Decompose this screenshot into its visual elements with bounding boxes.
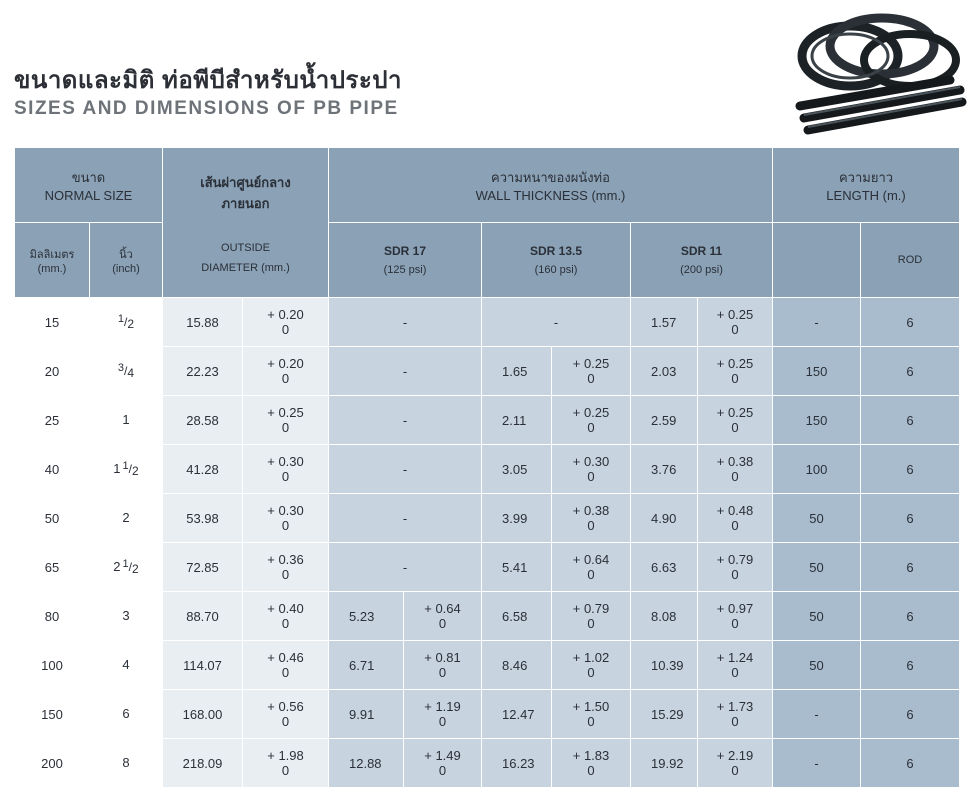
tol-plus: + 0.48 (716, 503, 754, 518)
header-sdr11-label: SDR 11 (680, 244, 723, 258)
inch-fraction (122, 510, 129, 525)
inch-numerator: 3 (117, 361, 125, 374)
header-sdr11 (631, 223, 773, 298)
sdr11-tolerance (717, 699, 754, 729)
inch-whole: 1 (122, 411, 130, 427)
od-tolerance (267, 405, 304, 435)
inch-whole: 2 (113, 558, 121, 574)
cell-length-coil: - (773, 690, 861, 739)
inch-fraction (122, 657, 129, 672)
sdr135-tolerance (573, 503, 610, 533)
header-od-th-1: เส้นผ่าศูนย์กลาง (200, 174, 291, 190)
tol-plus: + 0.30 (267, 454, 304, 469)
cell-sdr135-value: 3.99 (482, 494, 552, 543)
cell-sdr11-value: 19.92 (631, 739, 698, 788)
header-sdr135-label: SDR 13.5 (529, 244, 583, 258)
sdr17-tolerance (424, 650, 461, 680)
sdr11-tolerance (717, 748, 754, 778)
tol-zero: 0 (281, 665, 290, 680)
cell-sdr135-tolerance (552, 445, 631, 494)
inch-whole: 2 (122, 509, 130, 525)
sdr135-tolerance (573, 552, 610, 582)
cell-length-rod: 6 (861, 690, 960, 739)
table-row (15, 690, 960, 739)
pb-pipe-photo (790, 8, 970, 138)
tol-plus: + 0.25 (572, 356, 610, 371)
tol-zero: 0 (281, 567, 290, 582)
cell-sdr135-tolerance (552, 739, 631, 788)
inch-whole: 3 (122, 607, 130, 623)
header-inch-unit: (inch) (112, 263, 140, 275)
inch-denominator: 2 (127, 317, 135, 332)
cell-sdr135-value: 8.46 (482, 641, 552, 690)
tol-zero: 0 (731, 518, 739, 533)
tol-plus: + 1.02 (572, 650, 610, 665)
header-mm-unit: (mm.) (37, 263, 67, 275)
cell-sdr17-value: - (329, 298, 482, 347)
cell-length-rod: 6 (861, 347, 960, 396)
header-coil (773, 223, 861, 298)
cell-od-value: 28.58 (163, 396, 243, 445)
tol-plus: + 0.30 (572, 454, 610, 469)
cell-length-coil: 50 (773, 543, 861, 592)
tol-plus: + 0.64 (424, 601, 461, 616)
tol-zero: 0 (731, 714, 739, 729)
cell-sdr11-tolerance (698, 396, 773, 445)
cell-sdr11-tolerance (698, 690, 773, 739)
cell-sdr17-tolerance (404, 739, 482, 788)
header-od-en-1: OUTSIDE (221, 241, 270, 254)
inch-whole: 6 (122, 705, 130, 721)
cell-size-inch (90, 543, 163, 592)
header-mm-th: มิลลิเมตร (29, 249, 75, 261)
tol-plus: + 0.97 (716, 601, 754, 616)
tol-plus: + 0.25 (716, 405, 754, 420)
cell-length-coil: 50 (773, 592, 861, 641)
tol-plus: + 0.36 (267, 552, 304, 567)
cell-od-value: 15.88 (163, 298, 243, 347)
cell-sdr135-tolerance (552, 592, 631, 641)
cell-size-mm: 15 (15, 298, 90, 347)
tol-zero: 0 (281, 714, 290, 729)
tol-plus: + 0.40 (267, 601, 304, 616)
tol-plus: + 1.73 (716, 699, 754, 714)
cell-length-rod: 6 (861, 298, 960, 347)
cell-sdr11-tolerance (698, 494, 773, 543)
cell-sdr17-value: 9.91 (329, 690, 404, 739)
cell-size-mm: 65 (15, 543, 90, 592)
cell-size-inch (90, 298, 163, 347)
tol-zero: 0 (587, 616, 595, 631)
tol-zero: 0 (281, 518, 290, 533)
sdr135-tolerance (573, 601, 610, 631)
inch-denominator: 2 (132, 562, 139, 577)
cell-sdr17-value: - (329, 347, 482, 396)
cell-length-rod: 6 (861, 494, 960, 543)
tol-plus: + 0.81 (424, 650, 461, 665)
sdr135-tolerance (573, 356, 610, 386)
cell-sdr17-tolerance (404, 690, 482, 739)
tol-plus: + 0.25 (572, 405, 610, 420)
tol-zero: 0 (731, 567, 739, 582)
header-mm (15, 223, 90, 298)
cell-od-tolerance (243, 298, 329, 347)
tol-zero: 0 (438, 763, 447, 778)
cell-od-value: 22.23 (163, 347, 243, 396)
cell-sdr135-tolerance (552, 690, 631, 739)
tol-zero: 0 (731, 665, 739, 680)
tol-zero: 0 (438, 616, 447, 631)
header-wall-thickness (329, 148, 773, 223)
tol-plus: + 1.98 (267, 748, 304, 763)
cell-od-tolerance (243, 445, 329, 494)
sdr17-tolerance (424, 748, 461, 778)
cell-sdr17-value: - (329, 445, 482, 494)
cell-od-tolerance (243, 739, 329, 788)
od-tolerance (267, 748, 304, 778)
cell-length-coil: 150 (773, 347, 861, 396)
cell-sdr135-tolerance (552, 494, 631, 543)
page-title-thai: ขนาดและมิติ ท่อพีบีสำหรับน้ำประปา (14, 67, 402, 94)
cell-sdr135-tolerance (552, 641, 631, 690)
cell-sdr11-tolerance (698, 347, 773, 396)
tol-plus: + 1.50 (572, 699, 610, 714)
cell-sdr17-value: 5.23 (329, 592, 404, 641)
cell-od-value: 168.00 (163, 690, 243, 739)
tol-plus: + 0.64 (572, 552, 610, 567)
tol-zero: 0 (281, 616, 290, 631)
inch-fraction (122, 412, 129, 427)
cell-sdr11-tolerance (698, 543, 773, 592)
tol-plus: + 0.79 (572, 601, 610, 616)
header-size-en: NORMAL SIZE (44, 188, 133, 203)
table-row (15, 641, 960, 690)
cell-length-rod: 6 (861, 445, 960, 494)
tol-plus: + 0.38 (572, 503, 610, 518)
table-row (15, 445, 960, 494)
inch-whole: 8 (122, 754, 130, 770)
header-length (773, 148, 960, 223)
inch-fraction: $^1/_2$ (117, 312, 135, 332)
table-row (15, 298, 960, 347)
header-wall-th: ความหนาของผนังท่อ (491, 170, 610, 185)
cell-length-coil: 50 (773, 641, 861, 690)
tol-plus: + 1.49 (424, 748, 461, 763)
page-title-english: SIZES AND DIMENSIONS OF PB PIPE (14, 98, 399, 119)
cell-length-rod: 6 (861, 592, 960, 641)
sdr11-tolerance (717, 552, 754, 582)
sdr11-tolerance (717, 601, 754, 631)
sdr135-tolerance (573, 650, 610, 680)
sdr135-tolerance (573, 748, 610, 778)
sdr17-tolerance (424, 699, 461, 729)
inch-denominator: 2 (132, 464, 139, 479)
cell-sdr135-tolerance (552, 543, 631, 592)
header-normal-size (15, 148, 163, 223)
cell-sdr11-value: 2.03 (631, 347, 698, 396)
tol-zero: 0 (587, 714, 595, 729)
od-tolerance (267, 552, 304, 582)
tol-plus: + 1.24 (716, 650, 754, 665)
cell-sdr135-value: 1.65 (482, 347, 552, 396)
cell-od-tolerance (243, 347, 329, 396)
cell-sdr17-tolerance (404, 592, 482, 641)
inch-fraction: 1 $^1/_2$ (113, 459, 139, 479)
cell-sdr11-value: 2.59 (631, 396, 698, 445)
header-outside-diameter (163, 148, 329, 298)
tol-plus: + 0.20 (267, 307, 304, 322)
tol-zero: 0 (587, 420, 595, 435)
header-od-en-2: DIAMETER (mm.) (201, 261, 290, 274)
header-od-th-2: ภายนอก (221, 195, 270, 211)
header-len-th: ความยาว (838, 170, 894, 185)
table-row (15, 592, 960, 641)
cell-sdr135-value: 6.58 (482, 592, 552, 641)
header-sdr135-psi: (160 psi) (534, 264, 578, 276)
header-sdr17-psi: (125 psi) (383, 264, 427, 276)
inch-numerator: 1 (117, 312, 125, 325)
cell-od-tolerance (243, 641, 329, 690)
cell-length-coil: - (773, 298, 861, 347)
inch-fraction (122, 706, 129, 721)
inch-whole: 1 (113, 460, 121, 476)
header-inch-th: นิ้ว (119, 249, 133, 261)
tol-plus: + 1.19 (424, 699, 461, 714)
tol-plus: + 0.56 (267, 699, 304, 714)
header-size-th: ขนาด (71, 170, 106, 185)
tol-plus: + 0.30 (267, 503, 304, 518)
od-tolerance (267, 503, 304, 533)
cell-size-inch (90, 739, 163, 788)
cell-sdr11-value: 8.08 (631, 592, 698, 641)
cell-sdr135-value: 16.23 (482, 739, 552, 788)
tol-zero: 0 (281, 469, 290, 484)
header-rod: ROD (861, 223, 960, 298)
cell-size-mm: 50 (15, 494, 90, 543)
tol-zero: 0 (587, 567, 595, 582)
sdr11-tolerance (717, 650, 754, 680)
cell-sdr135-tolerance (552, 347, 631, 396)
cell-sdr11-tolerance (698, 592, 773, 641)
inch-numerator: 1 (122, 557, 129, 570)
sdr135-tolerance (573, 454, 610, 484)
cell-od-value: 114.07 (163, 641, 243, 690)
tol-zero: 0 (587, 469, 595, 484)
tol-plus: + 0.46 (267, 650, 304, 665)
inch-denominator: 4 (127, 366, 135, 381)
cell-size-mm: 40 (15, 445, 90, 494)
cell-sdr135-value: 5.41 (482, 543, 552, 592)
cell-size-mm: 200 (15, 739, 90, 788)
cell-sdr135-tolerance (552, 396, 631, 445)
table-row (15, 396, 960, 445)
od-tolerance (267, 356, 304, 386)
cell-sdr17-value: - (329, 543, 482, 592)
tol-zero: 0 (731, 322, 739, 337)
header-sdr17-label: SDR 17 (383, 244, 427, 258)
cell-size-mm: 150 (15, 690, 90, 739)
cell-sdr11-value: 3.76 (631, 445, 698, 494)
od-tolerance (267, 650, 304, 680)
tol-plus: + 0.38 (716, 454, 754, 469)
tol-zero: 0 (731, 616, 739, 631)
cell-size-mm: 80 (15, 592, 90, 641)
header-sdr135 (482, 223, 631, 298)
cell-length-coil: 150 (773, 396, 861, 445)
cell-size-inch (90, 396, 163, 445)
header-len-en: LENGTH (m.) (826, 188, 906, 203)
cell-size-mm: 25 (15, 396, 90, 445)
od-tolerance (267, 601, 304, 631)
cell-od-tolerance (243, 396, 329, 445)
tol-plus: + 0.25 (716, 307, 754, 322)
cell-length-coil: 100 (773, 445, 861, 494)
cell-size-inch (90, 347, 163, 396)
cell-sdr17-value: - (329, 494, 482, 543)
table-row (15, 739, 960, 788)
cell-length-coil: 50 (773, 494, 861, 543)
cell-od-tolerance (243, 494, 329, 543)
tol-plus: + 0.20 (267, 356, 304, 371)
tol-zero: 0 (281, 763, 290, 778)
cell-length-rod: 6 (861, 739, 960, 788)
table-row (15, 347, 960, 396)
cell-od-tolerance (243, 592, 329, 641)
tol-zero: 0 (281, 322, 290, 337)
cell-sdr11-value: 1.57 (631, 298, 698, 347)
tol-zero: 0 (587, 371, 595, 386)
cell-sdr17-value: - (329, 396, 482, 445)
od-tolerance (267, 699, 304, 729)
header-sdr17 (329, 223, 482, 298)
header-sdr11-psi: (200 psi) (680, 264, 723, 276)
cell-length-rod: 6 (861, 543, 960, 592)
tol-plus: + 0.25 (716, 356, 754, 371)
tol-plus: + 1.83 (572, 748, 610, 763)
cell-size-inch (90, 592, 163, 641)
cell-od-value: 218.09 (163, 739, 243, 788)
inch-fraction: $^3/_4$ (117, 361, 135, 381)
cell-sdr135-value: 12.47 (482, 690, 552, 739)
cell-sdr17-tolerance (404, 641, 482, 690)
cell-sdr11-value: 10.39 (631, 641, 698, 690)
cell-sdr135-value: 3.05 (482, 445, 552, 494)
sdr11-tolerance (717, 307, 754, 337)
od-tolerance (267, 307, 304, 337)
header-inch (90, 223, 163, 298)
cell-od-value: 41.28 (163, 445, 243, 494)
cell-sdr11-tolerance (698, 298, 773, 347)
cell-sdr17-value: 6.71 (329, 641, 404, 690)
cell-size-inch (90, 641, 163, 690)
cell-size-inch (90, 494, 163, 543)
cell-sdr17-value: 12.88 (329, 739, 404, 788)
cell-sdr11-tolerance (698, 641, 773, 690)
tol-zero: 0 (587, 763, 595, 778)
cell-od-value: 88.70 (163, 592, 243, 641)
sdr11-tolerance (717, 503, 754, 533)
inch-numerator: 1 (122, 459, 129, 472)
tol-zero: 0 (281, 371, 290, 386)
cell-od-value: 72.85 (163, 543, 243, 592)
cell-od-value: 53.98 (163, 494, 243, 543)
header-wall-en: WALL THICKNESS (mm.) (475, 188, 626, 203)
tol-zero: 0 (731, 763, 739, 778)
tol-plus: + 0.25 (267, 405, 304, 420)
cell-size-mm: 100 (15, 641, 90, 690)
cell-sdr11-value: 4.90 (631, 494, 698, 543)
cell-sdr11-tolerance (698, 739, 773, 788)
cell-od-tolerance (243, 690, 329, 739)
tol-zero: 0 (587, 665, 595, 680)
tol-zero: 0 (731, 371, 739, 386)
sdr11-tolerance (717, 356, 754, 386)
sdr135-tolerance (573, 405, 610, 435)
cell-length-coil: - (773, 739, 861, 788)
cell-sdr135-value: - (482, 298, 631, 347)
cell-size-mm: 20 (15, 347, 90, 396)
cell-od-tolerance (243, 543, 329, 592)
table-row (15, 543, 960, 592)
table-row (15, 494, 960, 543)
cell-size-inch (90, 445, 163, 494)
inch-whole: 4 (122, 656, 130, 672)
cell-size-inch (90, 690, 163, 739)
inch-fraction (122, 755, 129, 770)
inch-fraction: 2 $^1/_2$ (113, 557, 139, 577)
cell-length-rod: 6 (861, 396, 960, 445)
cell-sdr135-value: 2.11 (482, 396, 552, 445)
tol-zero: 0 (731, 420, 739, 435)
tol-zero: 0 (438, 665, 447, 680)
od-tolerance (267, 454, 304, 484)
cell-length-rod: 6 (861, 641, 960, 690)
tol-zero: 0 (731, 469, 739, 484)
sdr11-tolerance (717, 454, 754, 484)
pb-pipe-dimensions-table (14, 147, 960, 788)
cell-sdr11-value: 15.29 (631, 690, 698, 739)
sdr11-tolerance (717, 405, 754, 435)
tol-zero: 0 (438, 714, 447, 729)
cell-sdr11-value: 6.63 (631, 543, 698, 592)
sdr17-tolerance (424, 601, 461, 631)
cell-sdr11-tolerance (698, 445, 773, 494)
tol-zero: 0 (587, 518, 595, 533)
tol-plus: + 0.79 (716, 552, 754, 567)
inch-fraction (122, 608, 129, 623)
sdr135-tolerance (573, 699, 610, 729)
tol-zero: 0 (281, 420, 290, 435)
tol-plus: + 2.19 (716, 748, 754, 763)
